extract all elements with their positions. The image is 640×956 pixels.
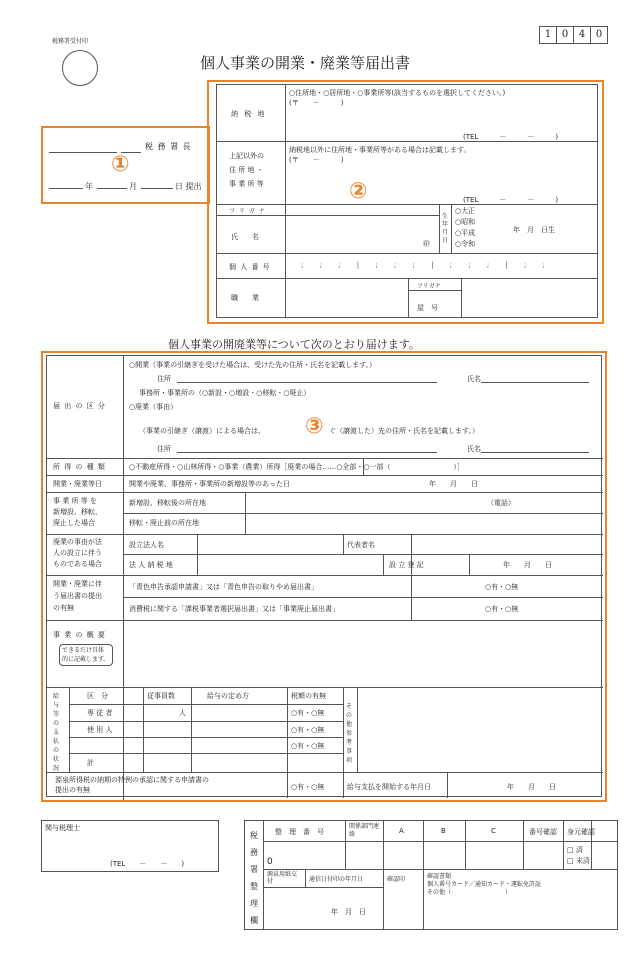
office-change-label (53, 496, 102, 529)
confirm-doc-line: その他（ ） (427, 889, 512, 896)
salary-tax-yes-no[interactable]: ○有・○無 (291, 726, 325, 734)
marker-2: ② (349, 179, 368, 204)
applicant-table (216, 84, 598, 318)
office-change-label-line: 廃止した場合 (53, 519, 95, 527)
summary-note (59, 644, 113, 666)
confirm-seal-head: 確認印 (387, 876, 406, 883)
category-line-2: 事務所・事業所の（○新設・○増設・○移転・○廃止） (139, 389, 311, 397)
form-number-digit: 0 (556, 26, 574, 44)
tax-accountant-label: 関与税理士 (45, 824, 80, 832)
summary-note-line: できるだけ具体 (62, 647, 105, 654)
category-address: 住所 (157, 375, 171, 383)
ref-zero: 0 (267, 857, 273, 867)
salary-head-tax: 税額の有無 (291, 692, 326, 700)
withholding-line: 提出の有無 (55, 786, 90, 794)
salary-tax-yes-no[interactable]: ○有・○無 (291, 742, 325, 750)
withholding-yes-no[interactable]: ○有・○無 (291, 783, 325, 791)
date-ymd: 年 月 日 (429, 480, 478, 488)
related-label-line: の有無 (53, 604, 74, 612)
corp-label-line: 廃業の事由が法 (53, 538, 102, 546)
other-ref-label: その他参考事項 (346, 703, 353, 764)
office-change-label-line: 新増設、移転、 (53, 508, 102, 516)
col-a-head: A (399, 827, 404, 835)
office-change-label-line: 事 業 所 等 を (53, 497, 97, 505)
withholding-paper-head: 源泉用紙交 付 (267, 871, 304, 885)
side-char: 務 (250, 848, 258, 857)
tax-office-side-label (250, 827, 258, 929)
related-label (53, 578, 102, 614)
month-label: 月 (129, 182, 137, 191)
other-tel: (TEL － － ) (463, 196, 559, 204)
side-char: 署 (250, 865, 258, 874)
side-char: 欄 (250, 916, 258, 925)
nozeichi-tel: (TEL － － ) (463, 133, 559, 141)
category-line-1: ○開業（事業の引継ぎを受けた場合は、受けた先の住所・氏名を記載します。） (129, 361, 377, 369)
confirm-docs (427, 873, 541, 897)
marker-1: ① (111, 152, 130, 177)
new-location-label: 新増設、移転後の所在地 (129, 499, 206, 507)
salary-row-family: 専 従 者 (87, 709, 113, 717)
day-submit-label: 日 提出 (175, 182, 202, 191)
date-value: 開業や廃業、事務所・事業所の新増設等のあった日 (129, 480, 290, 488)
category-line-4b: ぐ（譲渡した）先の住所・氏名を記載します。） (329, 427, 479, 435)
side-char: 税 (250, 831, 258, 840)
salary-head-count: 従事員数 (147, 692, 175, 700)
intro-line: 個人事業の開廃業等について次のとおり届けます。 (168, 338, 420, 351)
nozeichi-label: 納 税 地 (231, 110, 267, 118)
nozeichi-postal: (〒 － ) (289, 99, 344, 107)
income-value: ○不動産所得・○山林所得・○事業（農業）所得［廃業の場合……○全部・○一部（ ）］ (129, 463, 465, 471)
setup-reg-label: 設 立 登 記 (389, 561, 424, 569)
birth-label: 生年月日 (442, 213, 449, 244)
confirm-doc-line: 個人番号カード／通知カード・運転免許証 (427, 881, 542, 888)
era-option[interactable]: ○平成 (455, 229, 476, 237)
corp-tax-place-label: 法 人 納 税 地 (129, 561, 173, 569)
trade-name-label: 屋 号 (417, 304, 438, 312)
mynumber-label: 個 人 番 号 (229, 263, 271, 271)
related-1-yes-no[interactable]: ○有・○無 (485, 583, 519, 591)
nozeichi-options: ○住所地・○居所地・○事業所等(該当するものを選択してください。) (289, 89, 506, 97)
trade-furigana-label: フリガナ (417, 283, 441, 290)
other-address-label-1: 上記以外の (229, 152, 264, 160)
salary-unit: 人 (179, 709, 186, 717)
salary-head-method: 給与の定め方 (207, 692, 249, 700)
tax-accountant-box (41, 820, 219, 872)
identity-not-done[interactable]: □ 未済 (567, 857, 590, 865)
old-location-label: 移転・廃止前の所在地 (129, 519, 199, 527)
form-number-digit: 0 (590, 26, 608, 44)
col-b-head: B (441, 827, 446, 835)
postmark-date-head: 通信日付印の年月日 (309, 876, 364, 883)
salary-head-category: 区 分 (87, 692, 108, 700)
office-suffix: 税 務 署 長 (145, 142, 192, 151)
other-address-note: 納税地以外に住所地・事業所等がある場合は記載します。 (289, 146, 471, 154)
withholding-line: 源泉所得税の納期の特例の承認に関する申請書の (55, 776, 209, 784)
salary-row-employee: 使 用 人 (87, 726, 113, 734)
category-line-3: ○廃業（事由） (129, 403, 178, 411)
category-name-2: 氏名 (467, 445, 481, 453)
receipt-stamp-circle (62, 50, 98, 86)
form-number-digit: 4 (573, 26, 591, 44)
salary-total: 計 (87, 759, 94, 767)
identity-done[interactable]: □ 済 (567, 846, 583, 854)
rep-name-label: 代表者名 (347, 541, 375, 549)
year-label: 年 (85, 182, 93, 191)
ref-number-head: 整 理 番 号 (275, 828, 324, 836)
marker-3: ③ (305, 414, 324, 439)
related-1: 「青色申告承認申請書」又は「青色申告の取りやめ届出書」 (129, 583, 318, 591)
summary-note-line: 的に記載します。 (62, 656, 110, 663)
era-option[interactable]: ○昭和 (455, 218, 476, 226)
birth-fields: 年 月 日生 (513, 226, 555, 234)
name-label: 氏 名 (231, 233, 259, 241)
other-address-label-2: 住 所 地 ・ (229, 166, 264, 174)
form-title: 個人事業の開業・廃業等届出書 (200, 54, 411, 72)
side-char: 理 (250, 899, 258, 908)
category-line-4: （事業の引継ぎ（譲渡）による場合は、 (139, 427, 265, 435)
mynumber-boxes[interactable]: ; ; ; | ; ; ; | ; ; ; | ; ; (301, 261, 562, 269)
salary-tax-yes-no[interactable]: ○有・○無 (291, 709, 325, 717)
related-2: 消費税に関する「課税事業者選択届出書」又は「事業廃止届出書」 (129, 605, 339, 613)
section-1-box (41, 126, 210, 204)
corp-label-line: 人の設立に伴う (53, 549, 102, 557)
dept-contact-head: 関係部門連 絡 (349, 823, 392, 838)
confirm-doc-line: 確認書類 (427, 873, 452, 880)
seal-mark: ㊞ (423, 240, 430, 248)
corp-name-label: 設立法人名 (129, 541, 164, 549)
furigana-label: フ リ ガ ナ (229, 208, 266, 215)
related-label-line: 開業・廃業に伴 (53, 580, 102, 588)
phone-label: （電話） (487, 499, 515, 507)
era-options (455, 206, 475, 250)
tax-accountant-tel: (TEL － － ) (110, 860, 185, 868)
income-label: 所 得 の 種 類 (53, 463, 106, 471)
setup-reg-ymd: 年 月 日 (503, 561, 552, 569)
salary-side-label: 給与等の支払の状況 (53, 693, 60, 772)
other-postal: (〒 － ) (289, 156, 344, 164)
corp-label-line: ものである場合 (53, 560, 102, 568)
category-address-2: 住所 (157, 445, 171, 453)
era-option[interactable]: ○大正 (455, 207, 476, 215)
tax-office-box (244, 820, 618, 930)
stamp-label: 税務署受付印 (52, 38, 89, 45)
identity-check-head: 身元確認 (567, 828, 595, 836)
pay-start-ymd: 年 月 日 (507, 783, 556, 791)
occupation-label: 職 業 (231, 294, 259, 302)
corp-label (53, 537, 102, 570)
other-address-label-3: 事 業 所 等 (229, 180, 264, 188)
summary-label: 事 業 の 概 要 (53, 631, 106, 639)
number-check-head: 番号確認 (529, 828, 557, 836)
category-name: 氏名 (467, 375, 481, 383)
col-c-head: C (491, 827, 496, 835)
form-number-digit: 1 (539, 26, 557, 44)
side-char: 整 (250, 882, 258, 891)
related-label-line: う届出書の提出 (53, 592, 102, 600)
category-label: 届 出 の 区 分 (53, 402, 106, 410)
withholding-label (55, 775, 209, 795)
postmark-ymd: 年 月 日 (331, 908, 366, 916)
date-label: 開業・廃業等日 (53, 480, 102, 488)
pay-start-label: 給与支払を開始する年月日 (347, 783, 431, 791)
era-option[interactable]: ○令和 (455, 240, 476, 248)
related-2-yes-no[interactable]: ○有・○無 (485, 605, 519, 613)
form-number (540, 26, 608, 44)
business-table (46, 355, 602, 797)
